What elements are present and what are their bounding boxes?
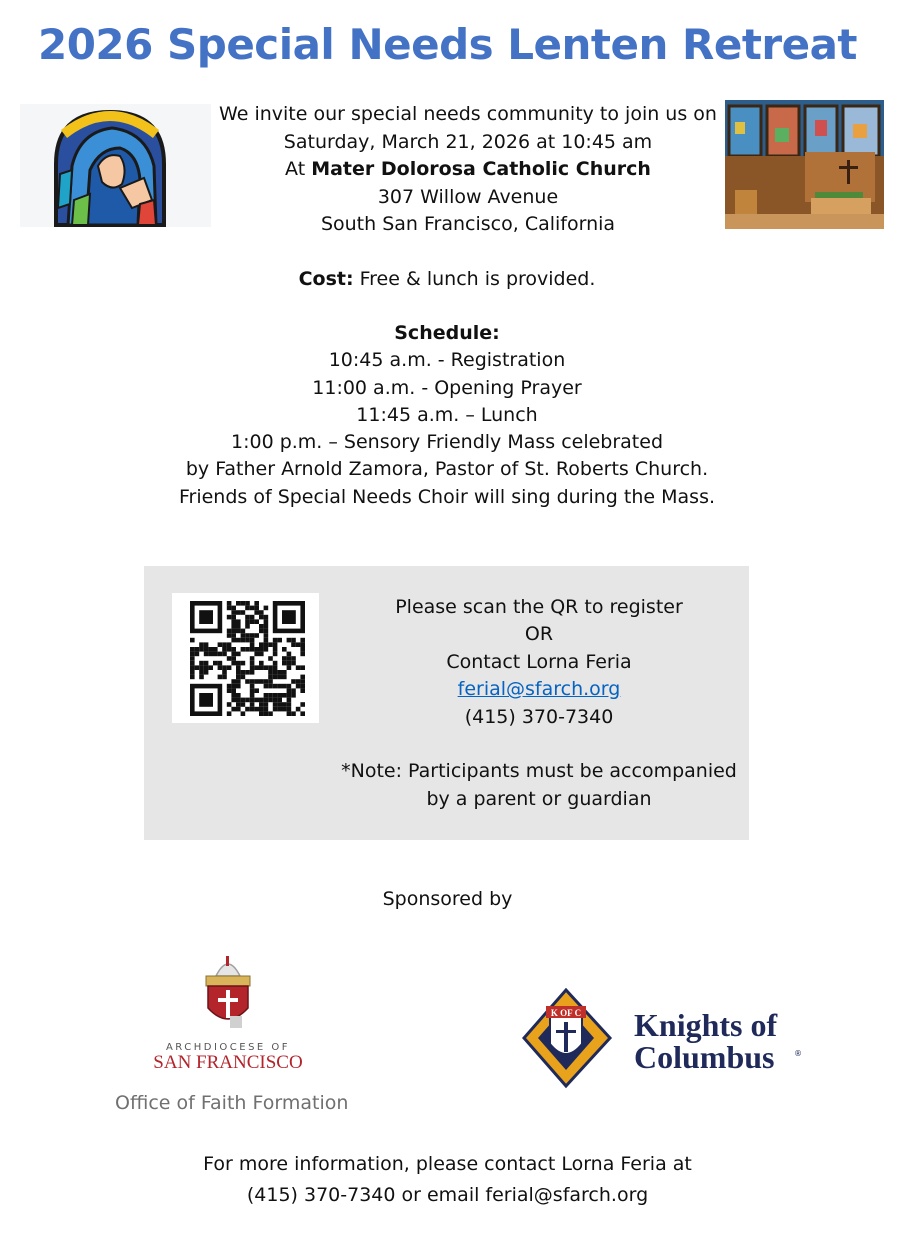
contact-phone: (415) 370-7340 (464, 705, 614, 728)
archdiocese-crest-icon (206, 956, 250, 1028)
event-date-text: Saturday, March 21, 2026 at 10:45 am (283, 130, 653, 153)
church-name: Mater Dolorosa Catholic Church (311, 158, 651, 180)
footer-line: (415) 370-7340 or email ferial@sfarch.org (246, 1184, 649, 1206)
schedule-item: 1:00 p.m. – Sensory Friendly Mass celebrated (230, 431, 664, 454)
kofc-registered-mark: ® (794, 1049, 802, 1058)
schedule-item: 11:45 a.m. – Lunch (356, 403, 538, 426)
scan-instruction: Please scan the QR to register (395, 596, 683, 618)
qr-code[interactable] (172, 593, 319, 723)
schedule-item: 11:00 a.m. - Opening Prayer (312, 376, 582, 399)
church-altar-photo (725, 100, 884, 229)
schedule-item: by Father Arnold Zamora, Pastor of St. Roberts Church. (185, 458, 709, 481)
footer-line: For more information, please contact Lorna Feria at (203, 1153, 692, 1175)
intro-invite-text: We invite our special needs community to join us on (219, 103, 717, 125)
note-line: by a parent or guardian (426, 787, 652, 810)
kofc-name-line2: Columbus (634, 1039, 775, 1075)
archdiocese-logo (150, 950, 310, 1075)
praying-madonna-stained-glass-image (20, 104, 211, 227)
registration-box (144, 566, 749, 840)
note-line: *Note: Participants must be accompanied (341, 760, 737, 783)
schedule-item: Friends of Special Needs Choir will sing during the Mass. (178, 485, 716, 508)
kofc-name-line1: Knights of (634, 1007, 778, 1043)
kofc-emblem-text: K OF C (550, 1008, 582, 1018)
contact-name: Contact Lorna Feria (446, 650, 632, 673)
or-text: OR (524, 623, 554, 646)
schedule-heading: Schedule: (394, 322, 500, 344)
cost-label: Cost: (298, 268, 354, 290)
venue-prefix: At (285, 158, 312, 180)
knights-of-columbus-logo (522, 988, 812, 1090)
schedule-item: 10:45 a.m. - Registration (328, 349, 566, 372)
contact-email-link[interactable]: ferial@sfarch.org (457, 678, 621, 701)
registration-text (330, 594, 748, 813)
kofc-emblem-icon (524, 990, 610, 1086)
schedule-block (150, 320, 744, 511)
footer-contact (0, 1149, 895, 1211)
cost-text: Free & lunch is provided. (353, 268, 596, 290)
city-address: South San Francisco, California (320, 213, 616, 235)
page-title: 2026 Special Needs Lenten Retreat (37, 20, 858, 69)
venue-line (190, 156, 746, 184)
cost-line (190, 266, 704, 293)
archdiocese-line2: SAN FRANCISCO (153, 1052, 303, 1073)
archdiocese-line1: ARCHDIOCESE OF (165, 1042, 291, 1053)
office-of-faith-formation: Office of Faith Formation (115, 1092, 349, 1114)
street-address: 307 Willow Avenue (377, 185, 559, 208)
sponsored-by-label: Sponsored by (382, 888, 513, 910)
intro-block (190, 101, 746, 239)
